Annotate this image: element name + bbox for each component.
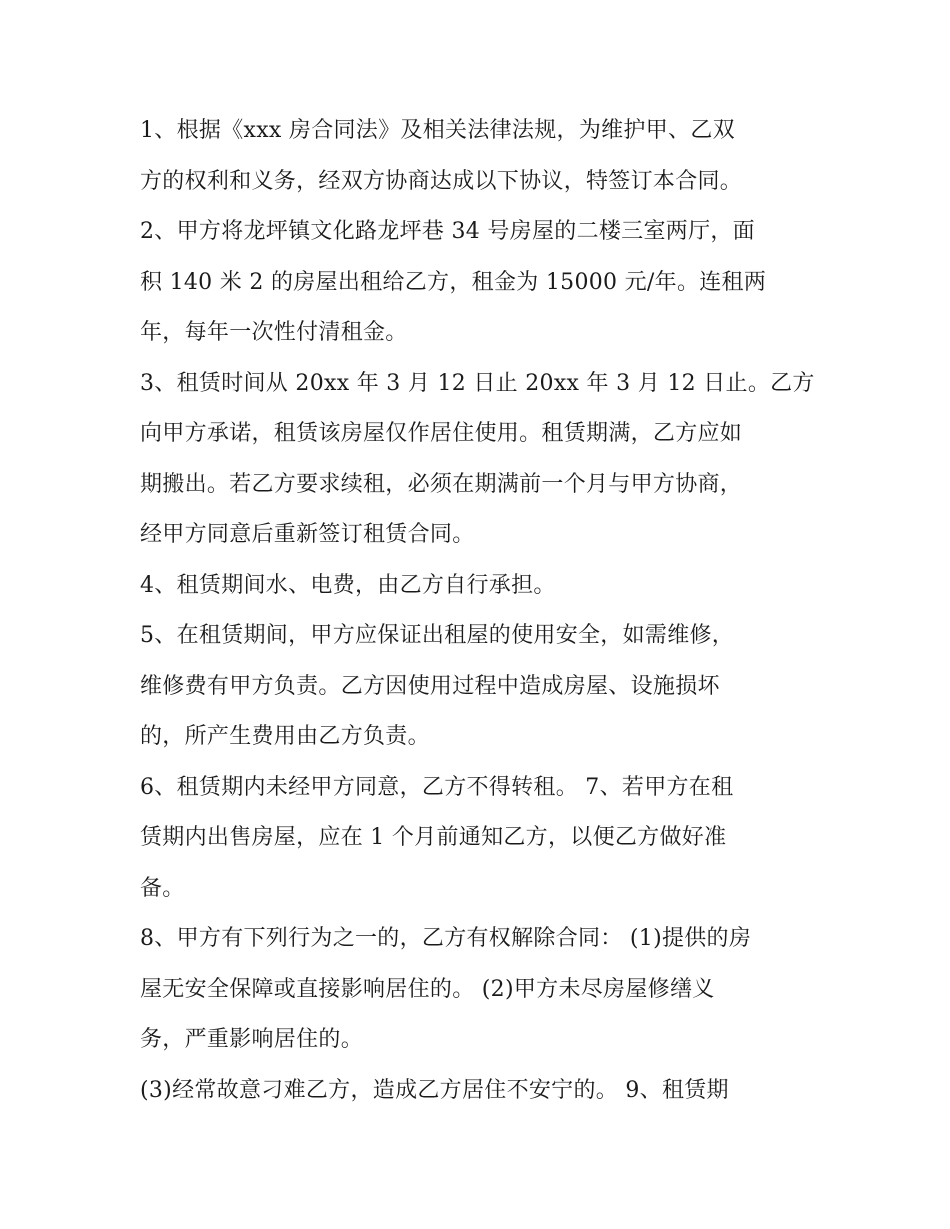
text-line: 赁期内出售房屋，应在 1 个月前通知乙方，以便乙方做好准 <box>140 825 727 850</box>
text-line: 年，每年一次性付清租金。 <box>140 320 408 345</box>
text-line: 2、甲方将龙坪镇文化路龙坪巷 34 号房屋的二楼三室两厅，面 <box>140 219 755 244</box>
text-line: 6、租赁期内未经甲方同意，乙方不得转租。 7、若甲方在租 <box>140 774 734 800</box>
text-line: 的，所产生费用由乙方负责。 <box>140 724 430 749</box>
text-line: 4、租赁期间水、电费，由乙方自行承担。 <box>140 572 556 598</box>
text-line: 屋无安全保障或直接影响居住的。 (2)甲方未尽房屋修缮义 <box>140 976 715 1002</box>
text-line: 务，严重影响居住的。 <box>140 1027 364 1052</box>
text-line: 3、租赁时间从 20xx 年 3 月 12 日止 20xx 年 3 月 12 日止。乙方 <box>140 370 815 396</box>
text-line: 经甲方同意后重新签订租赁合同。 <box>140 522 475 547</box>
text-line: 5、在租赁期间，甲方应保证出租屋的使用安全，如需维修， <box>140 623 735 648</box>
text-line: 8、甲方有下列行为之一的，乙方有权解除合同： (1)提供的房 <box>140 926 752 951</box>
contract-text-body <box>140 106 820 1116</box>
text-line: 积 140 米 2 的房屋出租给乙方，租金为 15000 元/年。连租两 <box>140 269 767 295</box>
text-line: 维修费有甲方负责。乙方因使用过程中造成房屋、设施损坏 <box>140 673 720 699</box>
text-line: 1、根据《xxx 房合同法》及相关法律法规，为维护甲、乙双 <box>140 118 735 143</box>
text-line: 期搬出。若乙方要求续租，必须在期满前一个月与甲方协商， <box>140 471 743 497</box>
text-line: 方的权利和义务，经双方协商达成以下协议，特签订本合同。 <box>140 168 743 194</box>
text-line: 备。 <box>140 875 185 901</box>
text-line: (3)经常故意刁难乙方，造成乙方居住不安宁的。 9、租赁期 <box>140 1077 729 1103</box>
text-line: 向甲方承诺，租赁该房屋仅作居住使用。租赁期满，乙方应如 <box>140 421 743 446</box>
